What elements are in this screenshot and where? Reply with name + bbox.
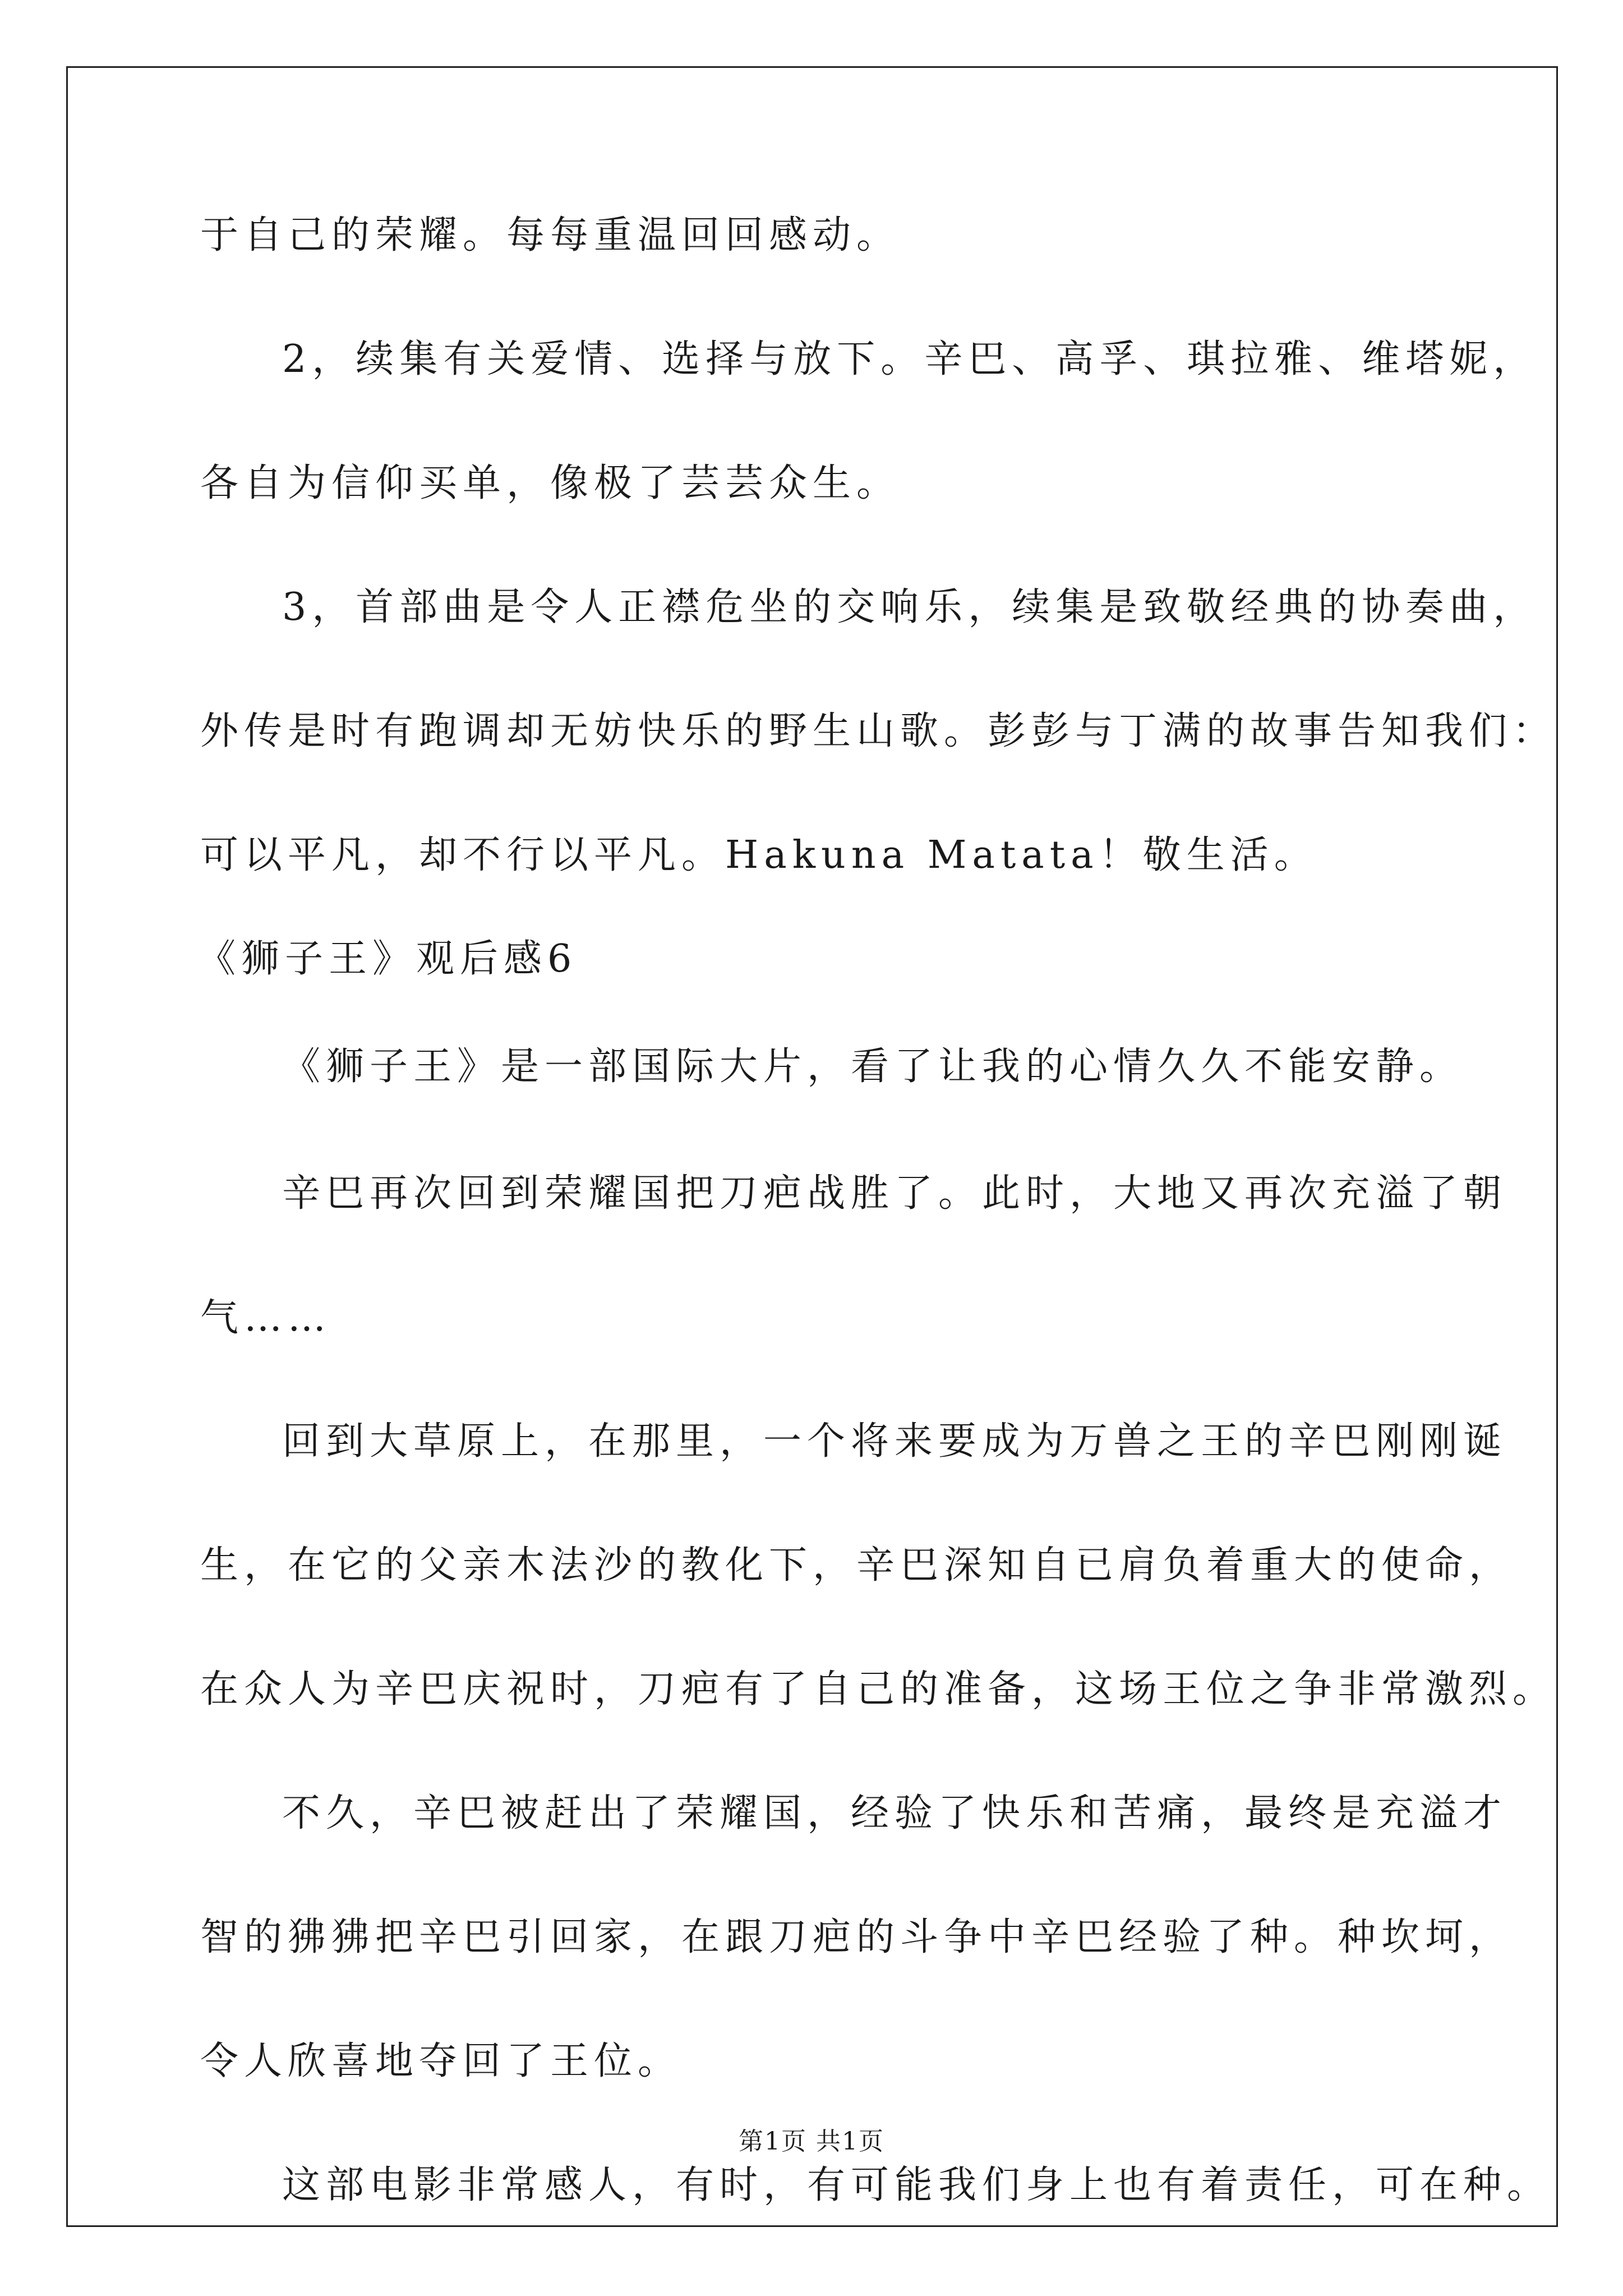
text-line-15: 智的狒狒把辛巴引回家，在跟刀疤的斗争中辛巴经验了种。种坎坷， [200, 1915, 1513, 1959]
text-line-14: 不久，辛巴被赶出了荣耀国，经验了快乐和苦痛，最终是充溢才 [282, 1791, 1507, 1835]
text-line-6: 可以平凡，却不行以平凡。Hakuna Matata！敬生活。 [200, 833, 1318, 877]
text-line-4: 3，首部曲是令人正襟危坐的交响乐，续集是致敬经典的协奏曲， [282, 585, 1537, 629]
text-line-8: 《狮子王》是一部国际大片，看了让我的心情久久不能安静。 [282, 1045, 1464, 1089]
text-line-3: 各自为信仰买单，像极了芸芸众生。 [200, 461, 901, 505]
text-line-12: 生，在它的父亲木法沙的教化下，辛巴深知自已肩负着重大的使命， [200, 1543, 1513, 1588]
text-line-11: 回到大草原上，在那里，一个将来要成为万兽之王的辛巴刚刚诞 [282, 1419, 1507, 1464]
text-line-2: 2，续集有关爱情、选择与放下。辛巴、高孚、琪拉雅、维塔妮， [282, 337, 1537, 381]
text-line-10: 气…… [200, 1296, 332, 1340]
text-line-16: 令人欣喜地夺回了王位。 [200, 2039, 682, 2083]
section-heading: 《狮子王》观后感6 [197, 937, 578, 981]
text-line-1: 于自己的荣耀。每每重温回回感动。 [200, 213, 901, 257]
page-footer: 第1页 共1页 [739, 2127, 884, 2156]
text-line-9: 辛巴再次回到荣耀国把刀疤战胜了。此时，大地又再次充溢了朝 [282, 1171, 1507, 1216]
text-line-17: 这部电影非常感人，有时，有可能我们身上也有着责任，可在种。 [282, 2163, 1551, 2207]
page-border [66, 66, 1558, 2227]
text-line-13: 在众人为辛巴庆祝时，刀疤有了自己的准备，这场王位之争非常激烈。 [200, 1667, 1557, 1711]
text-line-5: 外传是时有跑调却无妨快乐的野生山歌。彭彭与丁满的故事告知我们： [200, 709, 1557, 753]
